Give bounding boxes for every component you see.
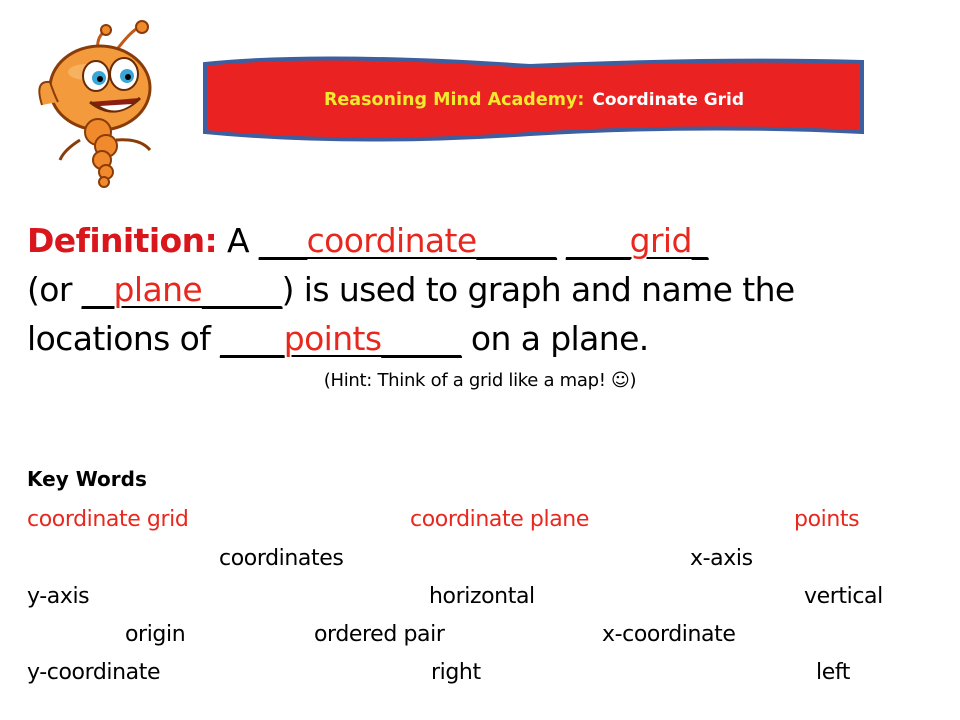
hint-text: (Hint: Think of a grid like a map! ☺) [323, 370, 637, 391]
answer-plane: plane [113, 270, 203, 309]
definition-article: A [227, 221, 249, 260]
key-word: x-axis [690, 546, 753, 571]
key-word: origin [125, 622, 186, 647]
definition-line-1 [27, 216, 937, 265]
definition-line-3 [27, 314, 937, 363]
key-word: y-coordinate [27, 660, 161, 685]
key-word: coordinates [219, 546, 344, 571]
banner-heading [200, 80, 868, 120]
key-word: coordinate grid [27, 507, 189, 532]
definition-block [27, 216, 937, 363]
key-word: right [431, 660, 481, 685]
blank-1: ___coordinate_____ [258, 221, 557, 260]
key-word: x-coordinate [602, 622, 736, 647]
key-words-title: Key Words [27, 467, 147, 491]
key-word: points [794, 507, 860, 532]
blank-2: ____grid_ [566, 221, 708, 260]
mascot-illustration [20, 10, 210, 190]
answer-points: points [283, 319, 382, 358]
key-word: horizontal [429, 584, 535, 609]
definition-line-2-suffix: ) is used to graph and name the [281, 270, 795, 309]
definition-line-2 [27, 265, 937, 314]
definition-line-3-prefix: locations of [27, 319, 211, 358]
key-word: y-axis [27, 584, 90, 609]
banner-title: Reasoning Mind Academy: [323, 90, 585, 110]
blank-4: ____points_____ [220, 319, 462, 358]
key-word: vertical [804, 584, 883, 609]
key-word: coordinate plane [410, 507, 589, 532]
definition-line-3-suffix: on a plane. [470, 319, 649, 358]
definition-label: Definition: [27, 221, 218, 260]
answer-grid: grid [629, 221, 692, 260]
key-word: ordered pair [314, 622, 445, 647]
key-word: left [816, 660, 851, 685]
answer-coordinate: coordinate [306, 221, 477, 260]
definition-line-2-prefix: (or [27, 270, 72, 309]
blank-3: __plane_____ [81, 270, 282, 309]
banner-topic: Coordinate Grid [592, 90, 745, 110]
